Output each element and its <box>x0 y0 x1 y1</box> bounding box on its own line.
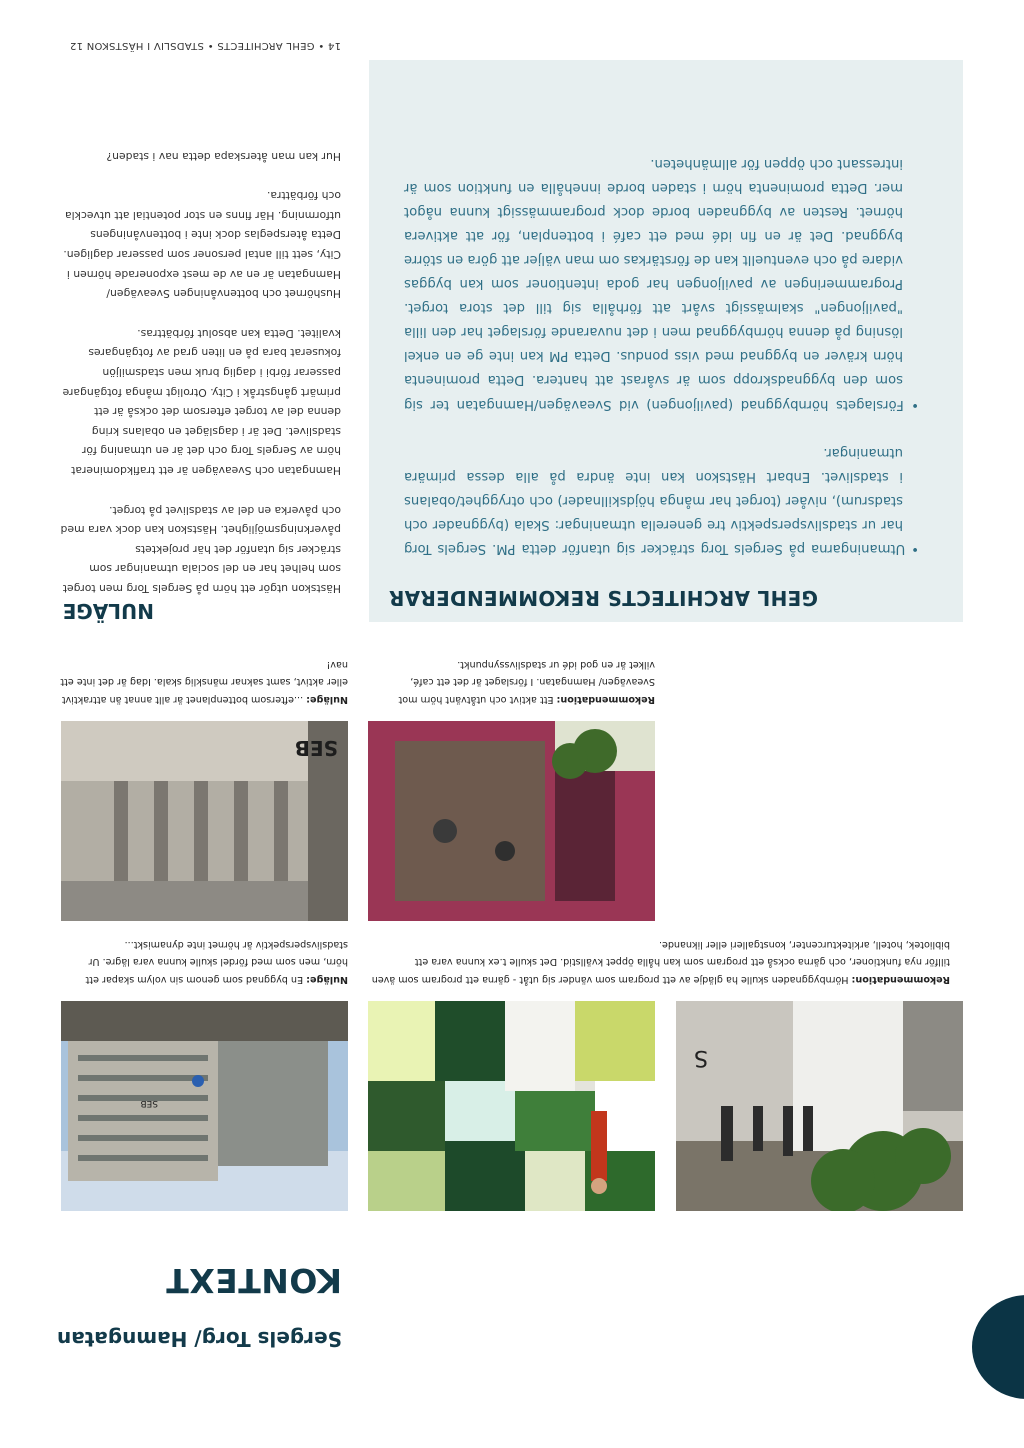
nulage-paragraph: Hamngatan och Sveavägen är ett trafikdominerat hörn av Sergels Torg och det är en utmaning för stadslivet. Det är i dagsläget en obalans kring denna del av torget eftersom det också är ett primärt gångstråk i City. Otroligt många fotgängare passerar förbi i daglig bruk men stadsmiljön fokuserat bara på en liten grad av fotgängares kvalitet. Detta kan absolut förbättras. <box>62 326 341 478</box>
recommendation-heading: GEHL ARCHITECTS REKOMMENDERAR <box>388 586 818 610</box>
photo-building-street <box>61 1001 348 1211</box>
photo-cafe-sign <box>676 1001 963 1211</box>
photo-sign-text: SEB <box>294 736 338 760</box>
running-head: 14 • GEHL ARCHITECTS • STADSLIV I HÄSTSKON 12 <box>69 40 341 51</box>
nulage-paragraph: Hushörnet och bottenvåningen Sveavägen/ Hamngatan är en av de mest exponerade hörnen i City, sett till antal personer som passerar dagligen. Detta återspeglas dock inte i bottenvåningens utformning. Här finns en stor potential att utveckla och förbättra. <box>63 189 341 301</box>
nulage-paragraph: Hur kan man återskapa detta nav i staden? <box>106 149 341 163</box>
caption-rec-1 <box>368 936 950 989</box>
photo-sign-text: SEB <box>140 1098 158 1108</box>
recommendation-body <box>404 151 919 561</box>
caption-nulage-2 <box>58 656 348 709</box>
photo-building-bikes <box>61 721 348 921</box>
caption-rec-2 <box>385 656 655 709</box>
caption-label: Rekommendation: <box>556 694 655 705</box>
caption-text: En byggnad som genom sin volym skapar ett hörn, men som med fördel skulle kunna vara lägre. Ur stadslivsperspektiv är hörnet inte dynamiskt... <box>85 939 348 985</box>
page-subtitle: Sergels Torg/ Hamngatan <box>56 1327 342 1351</box>
nulage-paragraph: Hästskon utgör ett hörn på Sergels Torg men torget som helhet har en del sociala utmaningar som sträcker sig utanför det här projektets påverkningsmöjlighet. Hästskon kan dock vara med och påverka en del av stadslivet på torget. <box>60 503 341 595</box>
caption-label: Nuläge: <box>306 974 348 985</box>
page-title: KONTEXT <box>165 1261 342 1300</box>
nulage-heading: NULÄGE <box>62 599 154 623</box>
recommendation-bullet: • Utmaningarna på Sergels Torg sträcker sig utanför detta PM. Sergels Torg har ur stadslivsperspektiv tre generella utmaningar: Skala (byggnader och stadsrum), nivåer (torget har många höjdskillnader) och otrygghet/obalans i stadslivet. Enbart Hästskon kan inte ändra på alla dessa primära utmaningar. <box>404 444 919 556</box>
photo-sign-letter: S <box>694 1045 708 1070</box>
recommendation-bullet: • Förslagets hörnbyggnad (paviljongen) vid Sveavägen/Hamngatan ter sig som den byggnadskropp som är svårast att hantera. Detta prominenta hörn kräver en byggnad med viss pondus. Detta PM kan inte ge en enkel lösning på denna hörnbyggnad men i det nuvarande förslaget har den lilla "paviljongen" skalmässigt svårt att förhålla sig till det stora torget. Programmeringen av paviljongen har goda intentioner som kan byggas vidare på och eventuellt kan de förstärkas om man väljer att göra en större byggnad. Det är en fin idé med ett café i bottenplan, för att aktivera hörnet. Resten av byggnaden borde dock programmässigt kunna något mer. Detta prominenta hörn i staden borde innehålla en funktion som är intressant och öppen för allmänheten. <box>403 155 919 412</box>
caption-label: Nuläge: <box>306 694 348 705</box>
caption-text: Hörnbyggnaden skulle ha glädje av ett program som vänder sig utåt - gärna ett program som även tillför nya funktioner, och gärna också ett program som kan hålla öppet kvällstid. Det skulle t.ex kunna vara ett bibliotek, hotell, arkitekturcenter, konstgalleri eller liknande. <box>371 939 950 985</box>
caption-label: Rekommendation: <box>851 974 950 985</box>
caption-nulage-1 <box>63 936 348 989</box>
caption-text: ...eftersom bottenplanet är allt annat än attraktivt eller aktivt, samt saknar mänsklig skala. Idag är det inte ett nav! <box>60 659 348 705</box>
photo-cafe-red-door <box>368 721 655 921</box>
photo-play-library <box>368 1001 655 1211</box>
section-circle <box>972 1295 1024 1399</box>
caption-text: Ett aktivt och utåtvänt hörn mot Sveavägen/ Hamngatan. I förslaget är det ett café, vilket är en god idé ur stadslivssynpunkt. <box>398 659 655 705</box>
nulage-body <box>58 126 341 598</box>
